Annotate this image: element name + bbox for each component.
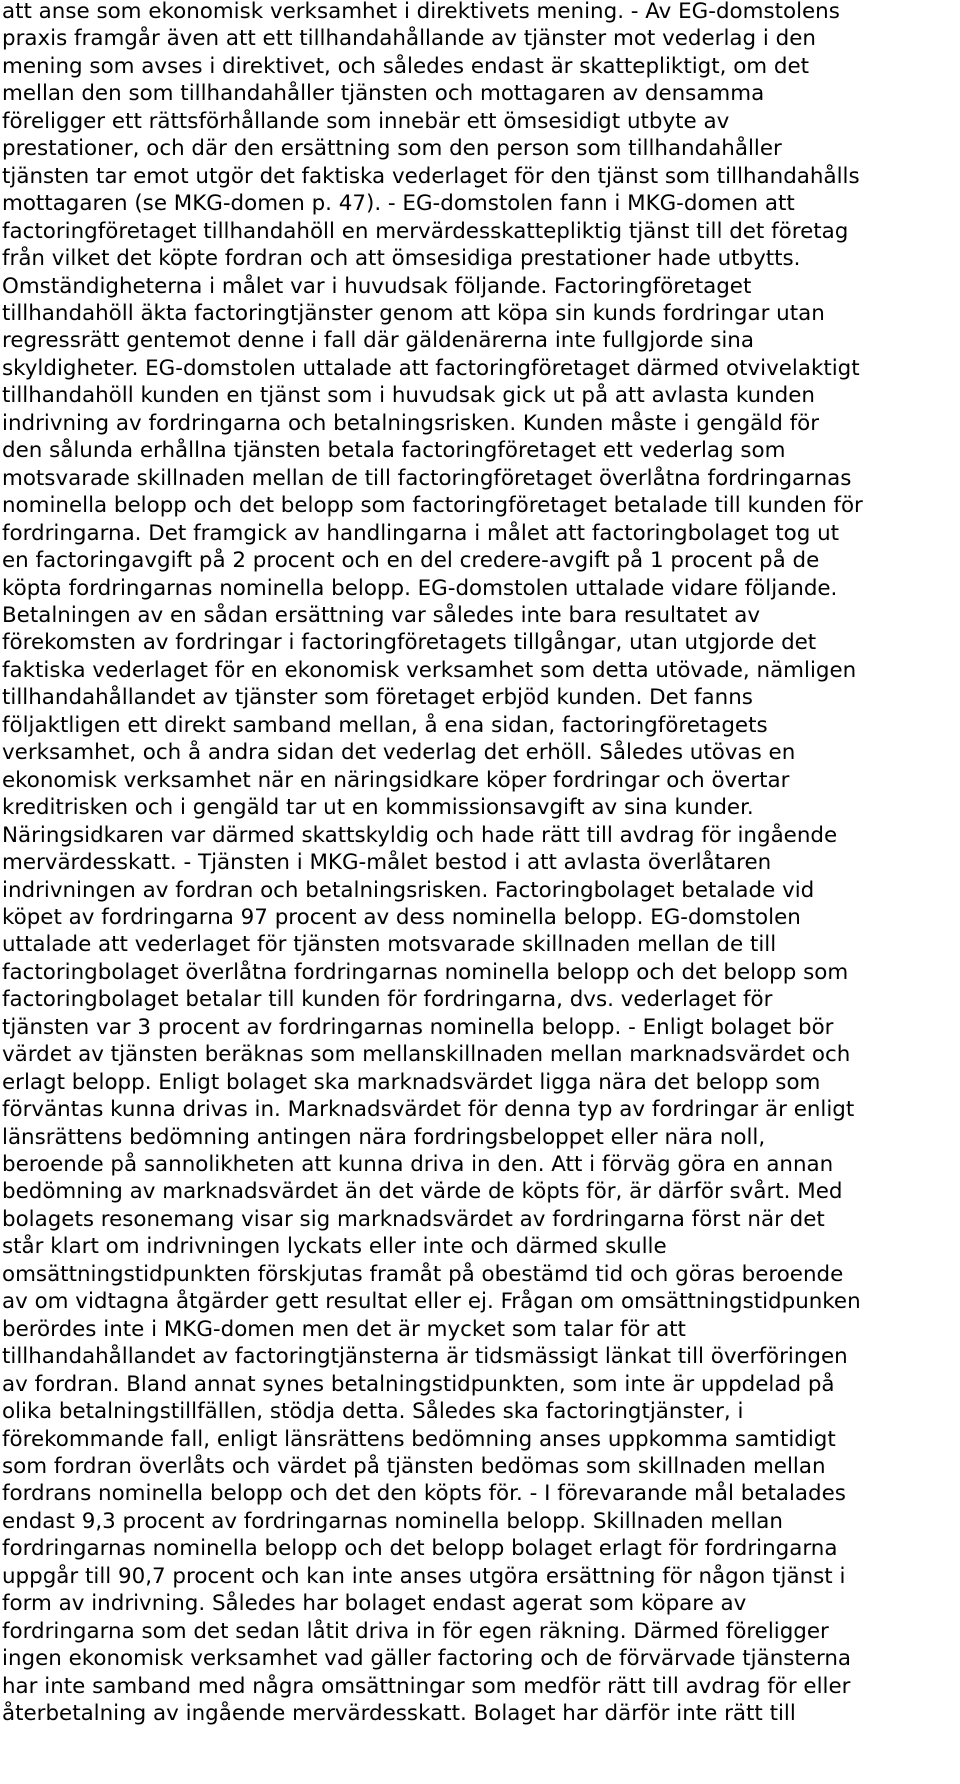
text-line: factoringbolaget betalar till kunden för fordringarna, dvs. vederlaget för	[2, 987, 773, 1013]
text-line: tjänsten tar emot utgör det faktiska vederlaget för den tjänst som tillhandahålls	[2, 163, 860, 189]
text-line: föreligger ett rättsförhållande som innebär ett ömsesidigt utbyte av	[2, 108, 730, 134]
text-line: erlagt belopp. Enligt bolaget ska marknadsvärdet ligga nära det belopp som	[2, 1069, 821, 1095]
text-line: Näringsidkaren var därmed skattskyldig och hade rätt till avdrag för ingående	[2, 822, 838, 848]
text-line: factoringföretaget tillhandahöll en mervärdesskattepliktig tjänst till det företag	[2, 218, 849, 244]
text-line: värdet av tjänsten beräknas som mellanskillnaden mellan marknadsvärdet och	[2, 1042, 851, 1068]
text-line: tillhandahöll kunden en tjänst som i huvudsak gick ut på att avlasta kunden	[2, 383, 815, 409]
text-line: mottagaren (se MKG-domen p. 47). - EG-domstolen fann i MKG-domen att	[2, 191, 795, 217]
text-line: ekonomisk verksamhet när en näringsidkare köper fordringar och övertar	[2, 767, 790, 793]
text-line: som fordran överlåts och värdet på tjänsten bedömas som skillnaden mellan	[2, 1454, 826, 1480]
text-line: factoringbolaget överlåtna fordringarnas nominella belopp och det belopp som	[2, 959, 849, 985]
text-line: form av indrivning. Således har bolaget endast agerat som köpare av	[2, 1591, 747, 1617]
text-line: bedömning av marknadsvärdet än det värde de köpts för, är därför svårt. Med	[2, 1179, 843, 1205]
text-line: fordringarna som det sedan låtit driva in för egen räkning. Därmed föreligger	[2, 1618, 829, 1644]
text-line: tillhandahållandet av tjänster som företaget erbjöd kunden. Det fanns	[2, 685, 753, 711]
text-line: länsrättens bedömning antingen nära fordringsbeloppet eller nära noll,	[2, 1124, 766, 1150]
text-line: indrivningen av fordran och betalningsrisken. Factoringbolaget betalade vid	[2, 877, 815, 903]
text-line: indrivning av fordringarna och betalningsrisken. Kunden måste i gengäld för	[2, 410, 819, 436]
text-line: av om vidtagna åtgärder gett resultat eller ej. Frågan om omsättningstidpunken	[2, 1289, 861, 1315]
text-line: förväntas kunna drivas in. Marknadsvärdet för denna typ av fordringar är enligt	[2, 1097, 855, 1123]
text-line: fordringarna. Det framgick av handlingarna i målet att factoringbolaget tog ut	[2, 520, 840, 546]
text-line: uppgår till 90,7 procent och kan inte anses utgöra ersättning för någon tjänst i	[2, 1563, 846, 1589]
text-line: beroende på sannolikheten att kunna driva in den. Att i förväg göra en annan	[2, 1152, 834, 1178]
text-line: tjänsten var 3 procent av fordringarnas nominella belopp. - Enligt bolaget bör	[2, 1014, 834, 1040]
text-line: faktiska vederlaget för en ekonomisk verksamhet som detta utövade, nämligen	[2, 657, 857, 683]
text-line: prestationer, och där den ersättning som den person som tillhandahåller	[2, 136, 782, 162]
text-line: olika betalningstillfällen, stödja detta. Således ska factoringtjänster, i	[2, 1399, 744, 1425]
text-line: praxis framgår även att ett tillhandahållande av tjänster mot vederlag i den	[2, 26, 816, 52]
text-line: från vilket det köpte fordran och att ömsesidiga prestationer hade utbytts.	[2, 246, 801, 272]
text-line: skyldigheter. EG-domstolen uttalade att factoringföretaget därmed otvivelaktigt	[2, 355, 860, 381]
text-line: tillhandahöll äkta factoringtjänster genom att köpa sin kunds fordringar utan	[2, 300, 825, 326]
text-line: köpet av fordringarna 97 procent av dess nominella belopp. EG-domstolen	[2, 904, 801, 930]
text-line: står klart om indrivningen lyckats eller inte och därmed skulle	[2, 1234, 667, 1260]
body-text	[2, 0, 956, 1728]
text-line: köpta fordringarnas nominella belopp. EG-domstolen uttalade vidare följande.	[2, 575, 838, 601]
text-line: återbetalning av ingående mervärdesskatt. Bolaget har därför inte rätt till	[2, 1701, 796, 1727]
text-line: har inte samband med några omsättningar som medför rätt till avdrag för eller	[2, 1673, 851, 1699]
text-line: följaktligen ett direkt samband mellan, å ena sidan, factoringföretagets	[2, 712, 768, 738]
text-line: förekommande fall, enligt länsrättens bedömning anses uppkomma samtidigt	[2, 1426, 836, 1452]
text-line: förekomsten av fordringar i factoringföretagets tillgångar, utan utgjorde det	[2, 630, 817, 656]
text-line: att anse som ekonomisk verksamhet i direktivets mening. - Av EG-domstolens	[2, 0, 840, 24]
text-line: mervärdesskatt. - Tjänsten i MKG-målet bestod i att avlasta överlåtaren	[2, 850, 772, 876]
text-line: fordringarnas nominella belopp och det belopp bolaget erlagt för fordringarna	[2, 1536, 838, 1562]
text-line: uttalade att vederlaget för tjänsten motsvarade skillnaden mellan de till	[2, 932, 777, 958]
text-line: Betalningen av en sådan ersättning var således inte bara resultatet av	[2, 602, 760, 628]
text-line: av fordran. Bland annat synes betalningstidpunkten, som inte är uppdelad på	[2, 1371, 835, 1397]
text-line: den sålunda erhållna tjänsten betala factoringföretaget ett vederlag som	[2, 438, 786, 464]
text-line: kreditrisken och i gengäld tar ut en kommissionsavgift av sina kunder.	[2, 795, 754, 821]
text-line: verksamhet, och å andra sidan det vederlag det erhöll. Således utövas en	[2, 740, 796, 766]
text-line: mellan den som tillhandahåller tjänsten och mottagaren av densamma	[2, 81, 765, 107]
text-line: tillhandahållandet av factoringtjänsterna är tidsmässigt länkat till överföringen	[2, 1344, 848, 1370]
text-line: bolagets resonemang visar sig marknadsvärdet av fordringarna först när det	[2, 1206, 825, 1232]
text-line: mening som avses i direktivet, och således endast är skattepliktigt, om det	[2, 53, 810, 79]
text-line: motsvarade skillnaden mellan de till factoringföretaget överlåtna fordringarnas	[2, 465, 852, 491]
text-line: endast 9,3 procent av fordringarnas nominella belopp. Skillnaden mellan	[2, 1508, 783, 1534]
text-line: ingen ekonomisk verksamhet vad gäller factoring och de förvärvade tjänsterna	[2, 1646, 852, 1672]
text-line: fordrans nominella belopp och det den köpts för. - I förevarande mål betalades	[2, 1481, 846, 1507]
text-line: en factoringavgift på 2 procent och en del credere-avgift på 1 procent på de	[2, 548, 820, 574]
text-line: regressrätt gentemot denne i fall där gäldenärerna inte fullgjorde sina	[2, 328, 754, 354]
text-line: nominella belopp och det belopp som factoringföretaget betalade till kunden för	[2, 493, 863, 519]
text-line: omsättningstidpunkten förskjutas framåt på obestämd tid och göras beroende	[2, 1261, 844, 1287]
text-line: Omständigheterna i målet var i huvudsak följande. Factoringföretaget	[2, 273, 752, 299]
text-line: berördes inte i MKG-domen men det är mycket som talar för att	[2, 1316, 686, 1342]
